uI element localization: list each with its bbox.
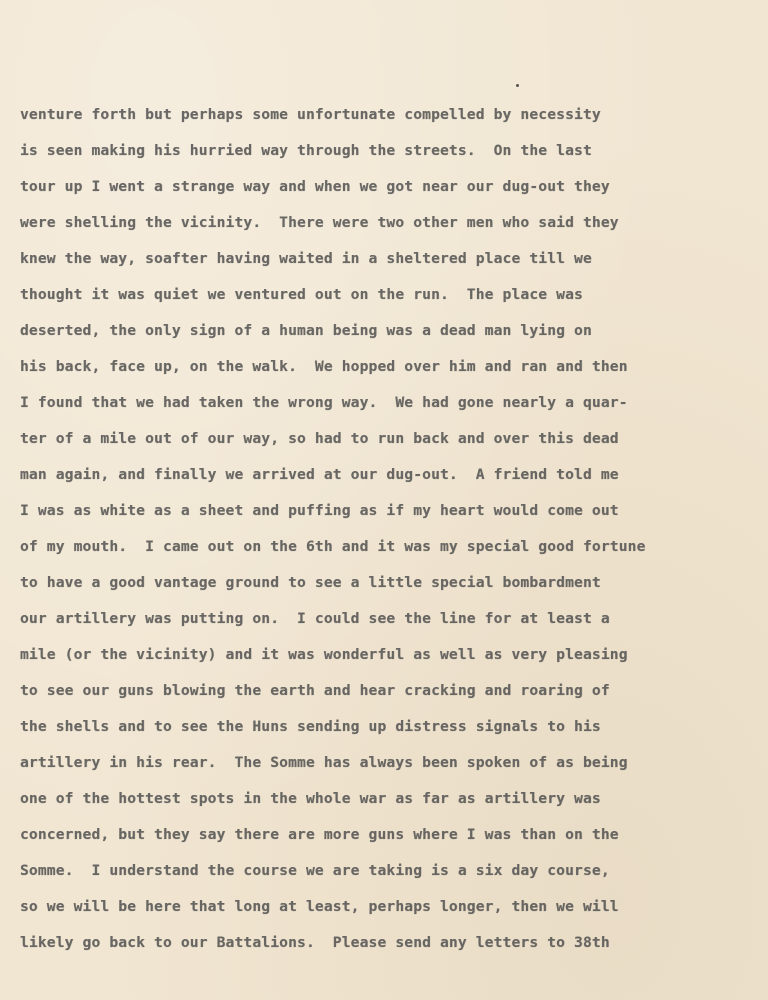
text-line: Somme. I understand the course we are taking is a six day course, — [20, 862, 610, 879]
text-line: artillery in his rear. The Somme has always been spoken of as being — [20, 754, 628, 771]
text-line: is seen making his hurried way through the streets. On the last — [20, 142, 592, 159]
text-line: deserted, the only sign of a human being was a dead man lying on — [20, 322, 592, 339]
text-line: one of the hottest spots in the whole war as far as artillery was — [20, 790, 601, 807]
text-line: to have a good vantage ground to see a little special bombardment — [20, 574, 601, 591]
text-line: thought it was quiet we ventured out on the run. The place was — [20, 286, 583, 303]
text-line: knew the way, soafter having waited in a sheltered place till we — [20, 250, 592, 267]
text-line: ter of a mile out of our way, so had to run back and over this dead — [20, 430, 619, 447]
text-line: I was as white as a sheet and puffing as if my heart would come out — [20, 502, 619, 519]
text-line: so we will be here that long at least, perhaps longer, then we will — [20, 898, 619, 915]
text-line: concerned, but they say there are more guns where I was than on the — [20, 826, 619, 843]
text-line: to see our guns blowing the earth and hear cracking and roaring of — [20, 682, 610, 699]
text-line: of my mouth. I came out on the 6th and it was my special good fortune — [20, 538, 646, 555]
text-line: tour up I went a strange way and when we got near our dug-out they — [20, 178, 610, 195]
ink-speck — [516, 84, 519, 87]
text-line: his back, face up, on the walk. We hopped over him and ran and then — [20, 358, 628, 375]
text-line: mile (or the vicinity) and it was wonderful as well as very pleasing — [20, 646, 628, 663]
letter-body — [20, 97, 760, 961]
text-line: our artillery was putting on. I could see the line for at least a — [20, 610, 610, 627]
text-line: the shells and to see the Huns sending up distress signals to his — [20, 718, 601, 735]
text-line: man again, and finally we arrived at our dug-out. A friend told me — [20, 466, 619, 483]
text-line: I found that we had taken the wrong way. We had gone nearly a quar- — [20, 394, 628, 411]
text-line: venture forth but perhaps some unfortunate compelled by necessity — [20, 106, 601, 123]
text-line: likely go back to our Battalions. Please send any letters to 38th — [20, 934, 610, 951]
text-line: were shelling the vicinity. There were two other men who said they — [20, 214, 619, 231]
